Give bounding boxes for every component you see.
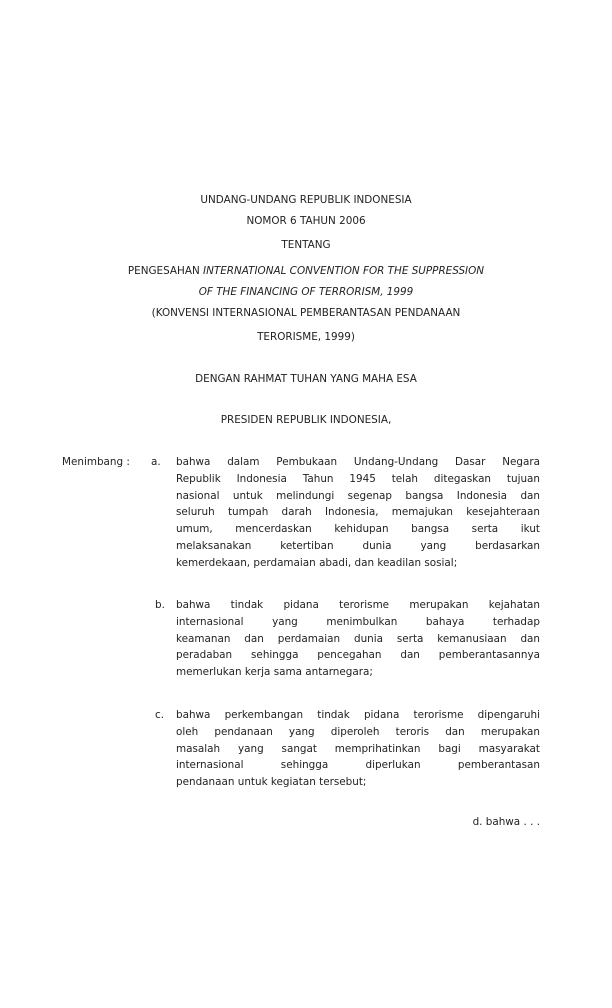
text-line: keamanan dan perdamaian dunia serta kemanusiaan dan bbox=[176, 632, 540, 645]
page-continuation: d. bahwa . . . bbox=[472, 816, 540, 828]
considerans-c bbox=[176, 707, 540, 791]
law-title: UNDANG-UNDANG REPUBLIK INDONESIA bbox=[200, 194, 412, 206]
menimbang-label: Menimbang : bbox=[62, 456, 130, 468]
considerans-a bbox=[176, 454, 540, 572]
text-line: memerlukan kerja sama antarnegara; bbox=[176, 666, 373, 679]
tentang-heading: TENTANG bbox=[281, 239, 331, 251]
text-line: bahwa tindak pidana terorisme merupakan kejahatan bbox=[176, 599, 540, 611]
text-line: pendanaan untuk kegiatan tersebut; bbox=[176, 776, 367, 789]
subject-convention-name: INTERNATIONAL CONVENTION FOR THE SUPPRESSION bbox=[203, 265, 485, 277]
text-line: kemerdekaan, perdamaian abadi, dan keadilan sosial; bbox=[176, 556, 458, 569]
subject-line-1 bbox=[0, 265, 612, 277]
subject-line-2: OF THE FINANCING OF TERRORISM, 1999 bbox=[198, 286, 414, 298]
text-line: umum, mencerdaskan kehidupan bangsa serta ikut bbox=[176, 523, 540, 536]
text-line: oleh pendanaan yang diperoleh teroris dan merupakan bbox=[176, 725, 540, 738]
text-line: internasional sehingga diperlukan pemberantasan bbox=[176, 759, 540, 772]
subject-line-4: TERORISME, 1999) bbox=[257, 331, 355, 343]
text-line: seluruh tumpah darah Indonesia, memajukan kesejahteraan bbox=[176, 506, 540, 519]
considerans-b bbox=[176, 597, 540, 681]
text-line: nasional untuk melindungi segenap bangsa Indonesia dan bbox=[176, 489, 540, 502]
subject-line-3: (KONVENSI INTERNASIONAL PEMBERANTASAN PENDANAAN bbox=[151, 307, 461, 319]
text-line: bahwa perkembangan tindak pidana terorisme dipengaruhi bbox=[176, 709, 540, 721]
subject-prefix: PENGESAHAN bbox=[127, 265, 204, 277]
law-number: NOMOR 6 TAHUN 2006 bbox=[246, 215, 366, 227]
presiden-heading: PRESIDEN REPUBLIK INDONESIA, bbox=[220, 414, 392, 426]
text-line: Republik Indonesia Tahun 1945 telah ditegaskan tujuan bbox=[176, 472, 540, 485]
item-marker-c: c. bbox=[155, 709, 165, 721]
text-line: melaksanakan ketertiban dunia yang berdasarkan bbox=[176, 539, 540, 552]
item-marker-a: a. bbox=[151, 456, 161, 468]
text-line: internasional yang menimbulkan bahaya terhadap bbox=[176, 615, 540, 628]
text-line: masalah yang sangat memprihatinkan bagi masyarakat bbox=[176, 742, 540, 755]
rahmat-heading: DENGAN RAHMAT TUHAN YANG MAHA ESA bbox=[195, 373, 417, 385]
text-line: peradaban sehingga pencegahan dan pemberantasannya bbox=[176, 649, 540, 662]
text-line: bahwa dalam Pembukaan Undang-Undang Dasar Negara bbox=[176, 456, 540, 468]
item-marker-b: b. bbox=[155, 599, 165, 611]
